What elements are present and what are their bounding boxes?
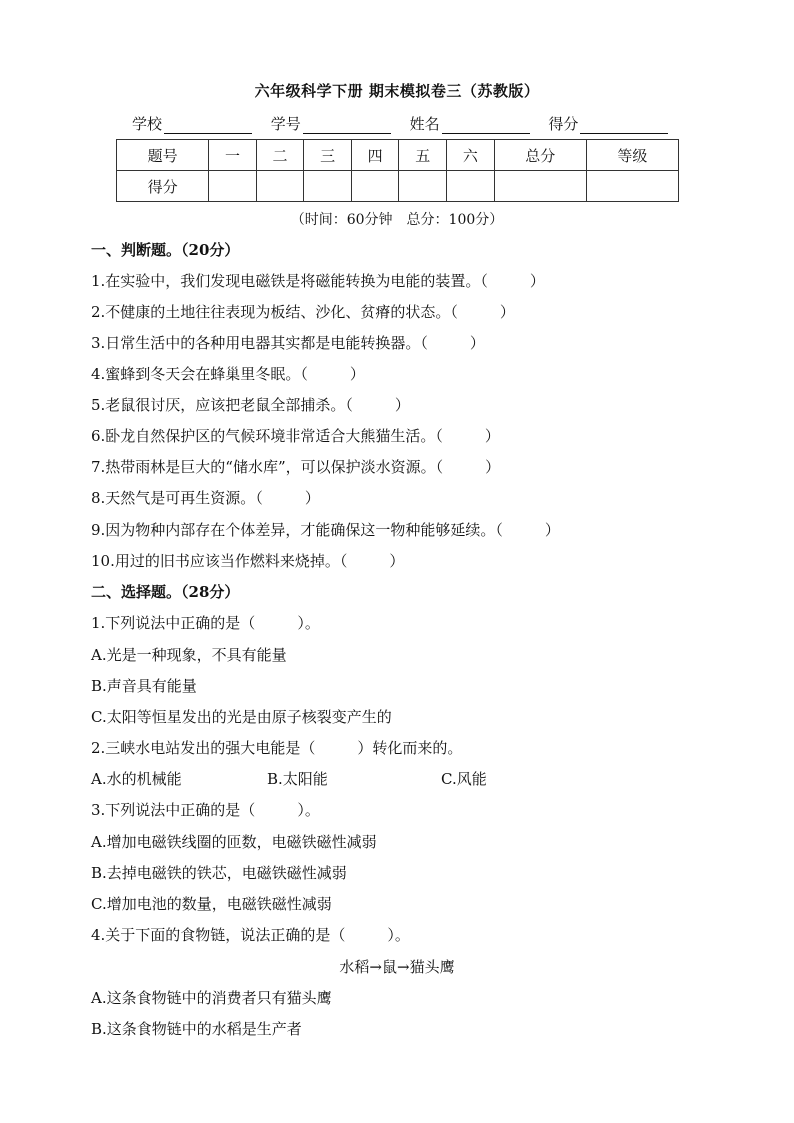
table-header-cell: 四 — [351, 140, 399, 171]
choice-question-stem: 4.关于下面的食物链，说法正确的是（ ）。 — [91, 926, 410, 944]
score-cell[interactable] — [304, 171, 352, 202]
student-id-field[interactable]: 学号 — [271, 113, 391, 134]
section1-heading: 一、判断题。（20分） — [91, 241, 240, 259]
score-table-header-row — [117, 140, 679, 171]
choice-question-stem: 3.下列说法中正确的是（ ）。 — [91, 801, 320, 819]
table-header-cell: 三 — [304, 140, 352, 171]
judgment-item: 4.蜜蜂到冬天会在蜂巢里冬眠。（ ） — [91, 365, 365, 383]
arrow-right-icon: → — [369, 958, 382, 976]
judgment-item: 6.卧龙自然保护区的气候环境非常适合大熊猫生活。（ ） — [91, 427, 500, 445]
table-header-cell: 五 — [399, 140, 447, 171]
judgment-item: 1.在实验中，我们发现电磁铁是将磁能转换为电能的装置。（ ） — [91, 272, 545, 290]
table-header-cell: 一 — [209, 140, 257, 171]
food-chain-node: 猫头鹰 — [409, 958, 455, 976]
score-cell[interactable] — [209, 171, 257, 202]
arrow-right-icon: → — [397, 958, 410, 976]
name-field[interactable]: 姓名 — [410, 113, 530, 134]
time-note: （时间：60分钟 总分：100分） — [290, 212, 504, 228]
choice-option[interactable]: C.风能 — [441, 770, 487, 788]
table-header-cell: 二 — [256, 140, 304, 171]
score-table — [116, 139, 679, 202]
choice-option[interactable]: A.水的机械能 — [91, 770, 182, 788]
score-field[interactable]: 得分 — [548, 113, 668, 134]
score-cell[interactable] — [586, 171, 678, 202]
table-row-label: 得分 — [117, 171, 209, 202]
school-field[interactable]: 学校 — [132, 113, 252, 134]
judgment-item: 5.老鼠很讨厌，应该把老鼠全部捕杀。（ ） — [91, 396, 410, 414]
choice-option[interactable]: A.这条食物链中的消费者只有猫头鹰 — [91, 989, 332, 1007]
section2-heading: 二、选择题。（28分） — [91, 583, 240, 601]
choice-question-stem: 2.三峡水电站发出的强大电能是（ ）转化而来的。 — [91, 739, 463, 757]
score-cell[interactable] — [351, 171, 399, 202]
table-header-cell: 等级 — [586, 140, 678, 171]
judgment-item: 8.天然气是可再生资源。（ ） — [91, 489, 320, 507]
choice-option[interactable]: B.太阳能 — [267, 770, 328, 788]
choice-option[interactable]: C.增加电池的数量，电磁铁磁性减弱 — [91, 895, 332, 913]
exam-title: 六年级科学下册 期末模拟卷三（苏教版） — [254, 82, 540, 100]
table-header-cell: 题号 — [117, 140, 209, 171]
table-header-cell: 六 — [447, 140, 495, 171]
score-table-score-row — [117, 171, 679, 202]
student-info-line — [132, 113, 682, 134]
judgment-item: 7.热带雨林是巨大的“储水库”，可以保护淡水资源。（ ） — [91, 458, 501, 476]
choice-option[interactable]: C.太阳等恒星发出的光是由原子核裂变产生的 — [91, 708, 392, 726]
judgment-item: 9.因为物种内部存在个体差异，才能确保这一物种能够延续。（ ） — [91, 521, 560, 539]
food-chain — [0, 957, 794, 977]
score-cell[interactable] — [256, 171, 304, 202]
choice-option[interactable]: A.增加电磁铁线圈的匝数，电磁铁磁性减弱 — [91, 833, 377, 851]
judgment-item: 2.不健康的土地往往表现为板结、沙化、贫瘠的状态。（ ） — [91, 303, 515, 321]
choice-option[interactable]: B.去掉电磁铁的铁芯，电磁铁磁性减弱 — [91, 864, 347, 882]
choice-option[interactable]: B.这条食物链中的水稻是生产者 — [91, 1020, 302, 1038]
choice-option[interactable]: B.声音具有能量 — [91, 677, 197, 695]
score-cell[interactable] — [399, 171, 447, 202]
score-cell[interactable] — [447, 171, 495, 202]
food-chain-node: 水稻 — [339, 958, 370, 976]
table-header-cell: 总分 — [494, 140, 586, 171]
judgment-item: 10.用过的旧书应该当作燃料来烧掉。（ ） — [91, 552, 405, 570]
score-cell[interactable] — [494, 171, 586, 202]
food-chain-node: 鼠 — [381, 958, 397, 976]
choice-question-stem: 1.下列说法中正确的是（ ）。 — [91, 614, 320, 632]
judgment-item: 3.日常生活中的各种用电器其实都是电能转换器。（ ） — [91, 334, 485, 352]
choice-option[interactable]: A.光是一种现象，不具有能量 — [91, 646, 287, 664]
